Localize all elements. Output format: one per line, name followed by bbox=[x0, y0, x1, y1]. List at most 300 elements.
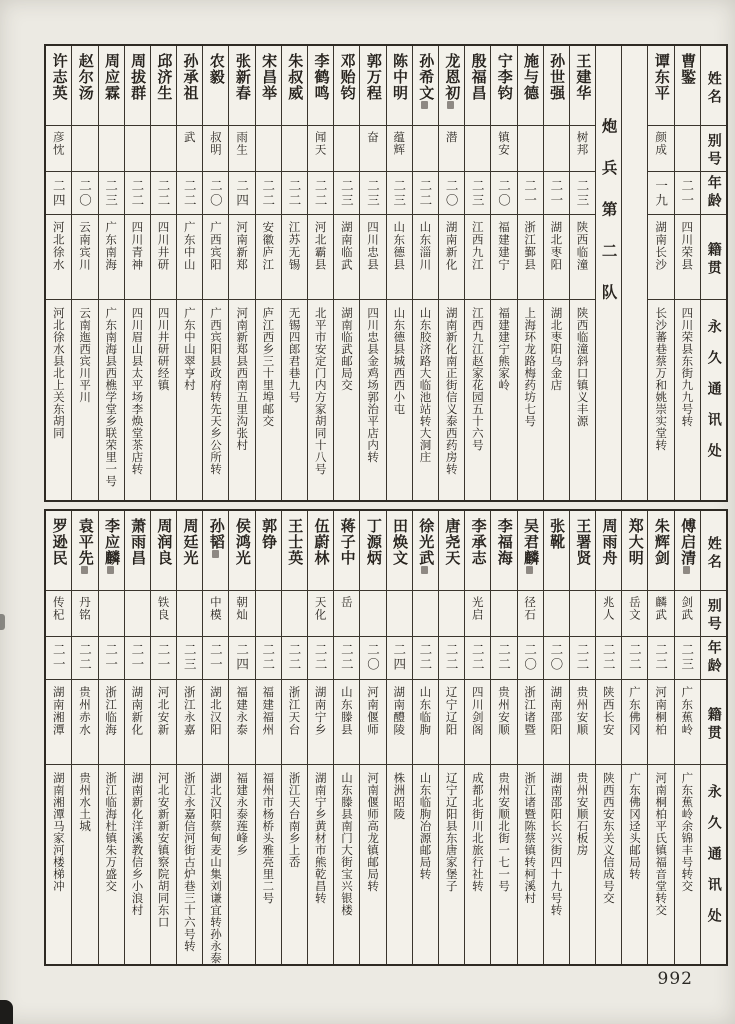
name-cell bbox=[99, 46, 124, 125]
roster-table-top bbox=[44, 44, 728, 502]
alias-cell bbox=[596, 590, 621, 636]
entry-column bbox=[71, 511, 97, 965]
address-cell bbox=[360, 764, 385, 965]
entry-origin: 河南偃师 bbox=[366, 685, 380, 736]
name-cell bbox=[151, 511, 176, 590]
entry-alias: 剑武 bbox=[680, 595, 695, 621]
entry-origin: 福建建宁 bbox=[496, 221, 511, 271]
entry-column bbox=[647, 46, 673, 500]
entry-alias: 奋 bbox=[366, 131, 380, 144]
age-cell bbox=[308, 171, 333, 214]
entry-age: 二一 bbox=[129, 643, 145, 672]
header-name: 姓名 bbox=[705, 535, 722, 572]
entry-age: 二二 bbox=[182, 178, 198, 208]
origin-cell bbox=[648, 214, 673, 299]
origin-cell bbox=[203, 679, 228, 764]
entry-alias: 麟武 bbox=[654, 595, 669, 621]
entry-address: 河北安新新安镇察院胡同东口 bbox=[156, 771, 171, 928]
entry-column bbox=[333, 511, 359, 965]
alias-cell bbox=[282, 590, 307, 636]
address-cell bbox=[413, 299, 438, 500]
entry-column bbox=[228, 511, 254, 965]
origin-cell bbox=[151, 679, 176, 764]
alias-cell bbox=[177, 590, 202, 636]
origin-cell bbox=[518, 679, 543, 764]
entry-address: 山东德县城西西小屯 bbox=[392, 307, 407, 415]
entry-age: 二二 bbox=[260, 643, 276, 672]
age-cell bbox=[518, 636, 543, 679]
address-cell bbox=[622, 764, 647, 965]
age-cell bbox=[99, 636, 124, 679]
entry-name: 周廷光 bbox=[181, 517, 200, 566]
entry-age: 二三 bbox=[679, 643, 695, 672]
address-cell bbox=[596, 764, 621, 965]
entry-name: 宋昌举 bbox=[260, 53, 279, 101]
entry-address: 湖北汉阳蔡甸麦山集刘谦宜转孙永泰 bbox=[209, 771, 224, 964]
entry-origin: 山东德县 bbox=[392, 221, 407, 271]
entry-name: 王士英 bbox=[286, 517, 305, 566]
name-cell bbox=[413, 511, 438, 590]
header-age-cell bbox=[701, 636, 726, 679]
entry-address: 广东佛冈迳头邮局转 bbox=[628, 771, 643, 880]
age-cell bbox=[648, 636, 673, 679]
entry-name: 郑大明 bbox=[626, 517, 645, 566]
origin-cell bbox=[99, 679, 124, 764]
name-cell bbox=[151, 46, 176, 125]
name-cell bbox=[596, 511, 621, 590]
section-label: 炮兵第二队 bbox=[599, 118, 618, 326]
entry-column bbox=[281, 511, 307, 965]
entry-age: 二二 bbox=[601, 643, 617, 672]
name-cell bbox=[622, 511, 647, 590]
alias-cell bbox=[544, 125, 569, 171]
address-cell bbox=[465, 764, 490, 965]
entry-name: 蒋子中 bbox=[338, 517, 357, 566]
entry-address: 福建建宁熊家岭 bbox=[497, 307, 512, 391]
entry-age: 二〇 bbox=[548, 643, 564, 672]
entry-age: 二一 bbox=[208, 643, 224, 672]
name-cell bbox=[648, 511, 673, 590]
entry-alias: 丹铭 bbox=[77, 595, 92, 621]
alias-cell bbox=[413, 590, 438, 636]
alias-cell bbox=[387, 590, 412, 636]
age-cell bbox=[256, 636, 281, 679]
spacer-column bbox=[621, 46, 647, 500]
origin-cell bbox=[125, 679, 150, 764]
entry-column bbox=[98, 46, 124, 500]
age-cell bbox=[413, 636, 438, 679]
entry-origin: 陕西临潼 bbox=[575, 221, 590, 271]
entry-name: 孙承祖 bbox=[181, 53, 200, 101]
age-cell bbox=[229, 636, 254, 679]
age-cell bbox=[387, 636, 412, 679]
entry-address: 广东蕉岭余锦丰号转交 bbox=[680, 771, 695, 892]
age-cell bbox=[648, 171, 673, 214]
entry-address: 广东南海县西樵学堂乡联荣里一号 bbox=[104, 307, 119, 487]
entry-name: 李福海 bbox=[495, 517, 514, 566]
name-cell bbox=[518, 511, 543, 590]
alias-cell bbox=[334, 125, 359, 171]
entry-column bbox=[517, 511, 543, 965]
name-cell bbox=[387, 511, 412, 590]
entry-column bbox=[386, 46, 412, 500]
note-mark bbox=[526, 566, 533, 574]
entry-age: 二三 bbox=[575, 178, 591, 208]
name-cell bbox=[334, 511, 359, 590]
entry-column bbox=[333, 46, 359, 500]
age-cell bbox=[675, 171, 700, 214]
entry-name: 李承志 bbox=[469, 517, 488, 566]
age-cell bbox=[622, 636, 647, 679]
entry-age: 二二 bbox=[286, 178, 302, 208]
entry-name: 朱辉剑 bbox=[652, 517, 671, 566]
entry-name: 谭东平 bbox=[652, 53, 671, 101]
entry-age: 二二 bbox=[129, 178, 145, 208]
origin-cell bbox=[203, 214, 228, 299]
entry-origin: 福建福州 bbox=[261, 685, 276, 736]
origin-cell bbox=[387, 214, 412, 299]
entry-origin: 广东南海 bbox=[104, 221, 119, 271]
alias-cell bbox=[465, 590, 490, 636]
entry-origin: 湖北枣阳 bbox=[549, 221, 564, 271]
entry-alias: 径石 bbox=[523, 595, 538, 621]
name-cell bbox=[308, 511, 333, 590]
entry-age: 二一 bbox=[51, 643, 67, 672]
address-cell bbox=[570, 299, 595, 500]
header-address: 永久通讯处 bbox=[705, 783, 722, 939]
name-cell bbox=[125, 46, 150, 125]
origin-cell bbox=[413, 679, 438, 764]
address-cell bbox=[465, 299, 490, 500]
header-age: 年龄 bbox=[705, 639, 722, 676]
entry-address: 庐江西乡三十里埠邮交 bbox=[261, 307, 276, 427]
header-address: 永久通讯处 bbox=[705, 319, 722, 474]
entry-origin: 四川剑阁 bbox=[470, 685, 485, 736]
note-mark bbox=[683, 566, 690, 574]
address-cell bbox=[99, 299, 124, 500]
entry-origin: 四川井研 bbox=[156, 221, 171, 271]
entry-name: 周雨舟 bbox=[600, 517, 619, 566]
entry-alias: 兆人 bbox=[601, 595, 616, 621]
entry-address: 辽宁辽阳县东唐家堡子 bbox=[444, 771, 459, 892]
name-cell bbox=[675, 511, 700, 590]
alias-cell bbox=[125, 590, 150, 636]
entry-column bbox=[176, 511, 202, 965]
origin-cell bbox=[256, 214, 281, 299]
alias-cell bbox=[360, 590, 385, 636]
age-cell bbox=[360, 171, 385, 214]
entry-origin: 河南桐柏 bbox=[654, 685, 669, 736]
origin-cell bbox=[360, 214, 385, 299]
entry-name: 吴君麟 bbox=[522, 518, 538, 574]
alias-cell bbox=[282, 125, 307, 171]
entry-name: 孙世强 bbox=[548, 53, 567, 101]
entry-column bbox=[647, 511, 673, 965]
note-mark bbox=[81, 566, 88, 574]
name-cell bbox=[413, 46, 438, 125]
entry-age: 二〇 bbox=[444, 178, 460, 208]
address-cell bbox=[151, 764, 176, 965]
alias-cell bbox=[203, 590, 228, 636]
entry-origin: 山东滕县 bbox=[339, 685, 354, 736]
header-name-cell bbox=[701, 46, 726, 125]
entry-origin: 湖南临武 bbox=[339, 221, 354, 271]
address-cell bbox=[413, 764, 438, 965]
age-cell bbox=[177, 171, 202, 214]
name-cell bbox=[570, 511, 595, 590]
page-number: 992 bbox=[657, 969, 693, 989]
origin-cell bbox=[256, 679, 281, 764]
origin-cell bbox=[518, 214, 543, 299]
entry-origin: 四川忠县 bbox=[366, 221, 380, 271]
age-cell bbox=[72, 171, 97, 214]
entry-column bbox=[359, 511, 385, 965]
entry-alias: 朝灿 bbox=[235, 595, 250, 621]
age-cell bbox=[308, 636, 333, 679]
alias-cell bbox=[256, 590, 281, 636]
entry-age: 二二 bbox=[417, 178, 433, 208]
entry-age: 二二 bbox=[77, 643, 93, 672]
entry-name: 邱济生 bbox=[155, 53, 174, 101]
entry-address: 江西九江赵家花园五十六号 bbox=[470, 307, 485, 451]
entry-origin: 河南新郑 bbox=[235, 221, 250, 271]
origin-cell bbox=[387, 679, 412, 764]
entry-address: 陕西西安东关义信成号交 bbox=[601, 771, 616, 904]
header-alias-cell bbox=[701, 590, 726, 636]
alias-cell bbox=[413, 125, 438, 171]
entry-name: 萧雨昌 bbox=[129, 517, 148, 566]
age-cell bbox=[334, 636, 359, 679]
entry-age: 二三 bbox=[182, 643, 198, 672]
address-cell bbox=[177, 299, 202, 500]
section-column bbox=[595, 46, 621, 500]
address-cell bbox=[125, 764, 150, 965]
origin-cell bbox=[308, 214, 333, 299]
entry-age: 二〇 bbox=[208, 178, 224, 208]
origin-cell bbox=[570, 214, 595, 299]
entry-name: 周应霖 bbox=[102, 53, 121, 101]
entry-address: 上海环龙路梅药坊七号 bbox=[523, 307, 538, 427]
address-cell bbox=[544, 299, 569, 500]
entry-origin: 贵州赤水 bbox=[77, 685, 92, 736]
entry-address: 四川荣县东街九九号转 bbox=[680, 307, 695, 427]
roster-table-bottom bbox=[44, 509, 728, 967]
entry-column bbox=[517, 46, 543, 500]
entry-column bbox=[46, 46, 71, 500]
origin-cell bbox=[125, 214, 150, 299]
origin-cell bbox=[46, 214, 71, 299]
origin-cell bbox=[151, 214, 176, 299]
entry-address: 四川井研研经镇 bbox=[156, 307, 171, 391]
name-cell bbox=[491, 46, 516, 125]
entry-column bbox=[307, 46, 333, 500]
entry-origin: 湖北汉阳 bbox=[208, 685, 223, 736]
origin-cell bbox=[99, 214, 124, 299]
origin-cell bbox=[675, 679, 700, 764]
entry-column bbox=[307, 511, 333, 965]
entry-name: 侯鸿光 bbox=[233, 517, 252, 566]
entry-column bbox=[438, 46, 464, 500]
entry-origin: 浙江诸暨 bbox=[523, 685, 538, 736]
name-cell bbox=[544, 511, 569, 590]
age-cell bbox=[413, 171, 438, 214]
age-cell bbox=[491, 171, 516, 214]
entry-age: 二四 bbox=[234, 178, 250, 208]
entry-column bbox=[71, 46, 97, 500]
entry-alias: 岳文 bbox=[627, 595, 642, 621]
entry-address: 株洲昭陵 bbox=[392, 771, 407, 820]
entry-age: 一九 bbox=[653, 178, 669, 208]
alias-cell bbox=[491, 590, 516, 636]
name-cell bbox=[439, 46, 464, 125]
entry-address: 浙江诸暨陈蔡镇转柯溪村 bbox=[523, 771, 538, 904]
entry-alias: 颜成 bbox=[654, 131, 669, 156]
address-cell bbox=[491, 764, 516, 965]
entry-column bbox=[543, 46, 569, 500]
entry-alias: 铁良 bbox=[156, 595, 171, 621]
age-cell bbox=[203, 636, 228, 679]
name-cell bbox=[439, 511, 464, 590]
entry-column bbox=[569, 511, 595, 965]
alias-cell bbox=[256, 125, 281, 171]
alias-cell bbox=[151, 590, 176, 636]
age-cell bbox=[334, 171, 359, 214]
entry-name: 王署贤 bbox=[574, 517, 593, 566]
header-origin-cell bbox=[701, 214, 726, 299]
address-cell bbox=[544, 764, 569, 965]
alias-cell bbox=[544, 590, 569, 636]
name-cell bbox=[544, 46, 569, 125]
entry-age: 二四 bbox=[391, 643, 407, 672]
entry-address: 贵州水土城 bbox=[78, 771, 93, 832]
entry-alias: 光启 bbox=[470, 595, 485, 621]
entry-address: 无锡四郎君巷九号 bbox=[287, 307, 302, 403]
address-cell bbox=[439, 299, 464, 500]
note-mark bbox=[107, 566, 114, 574]
entry-origin: 湖南邵阳 bbox=[549, 685, 564, 736]
entry-column bbox=[359, 46, 385, 500]
entry-address: 贵州安顺北街一七一号 bbox=[497, 771, 512, 892]
entry-alias: 镇安 bbox=[496, 131, 511, 156]
origin-cell bbox=[308, 679, 333, 764]
entry-address: 北平市安定门内方家胡同十八号 bbox=[313, 307, 328, 475]
alias-cell bbox=[518, 125, 543, 171]
entry-column bbox=[281, 46, 307, 500]
entry-name: 田焕文 bbox=[391, 517, 410, 566]
entry-address: 福建永泰莲峰乡 bbox=[235, 771, 250, 856]
alias-cell bbox=[308, 590, 333, 636]
header-address-cell bbox=[701, 299, 726, 500]
entry-address: 山东滕县南门大街宝兴银楼 bbox=[339, 771, 354, 916]
entry-origin: 河北霸县 bbox=[313, 221, 328, 271]
age-cell bbox=[177, 636, 202, 679]
address-cell bbox=[46, 764, 71, 965]
entry-address: 河南偃师高龙镇邮局转 bbox=[366, 771, 381, 892]
entry-age: 二四 bbox=[234, 643, 250, 672]
alias-cell bbox=[308, 125, 333, 171]
entry-origin: 江苏无锡 bbox=[287, 221, 302, 271]
entry-column bbox=[150, 511, 176, 965]
entry-age: 二三 bbox=[470, 178, 486, 208]
entry-name: 袁平先 bbox=[77, 518, 93, 574]
entry-address: 云南迤西宾川平川 bbox=[78, 307, 93, 403]
age-cell bbox=[360, 636, 385, 679]
entry-age: 二〇 bbox=[522, 643, 538, 672]
alias-cell bbox=[46, 125, 71, 171]
entry-alias: 闻天 bbox=[313, 131, 328, 156]
alias-cell bbox=[151, 125, 176, 171]
name-cell bbox=[491, 511, 516, 590]
entry-column bbox=[412, 46, 438, 500]
address-cell bbox=[648, 299, 673, 500]
entry-alias: 蕴辉 bbox=[392, 131, 407, 156]
address-cell bbox=[570, 764, 595, 965]
entry-alias: 彦忱 bbox=[51, 131, 66, 156]
address-cell bbox=[229, 299, 254, 500]
entry-origin: 安徽庐江 bbox=[261, 221, 276, 271]
origin-cell bbox=[177, 214, 202, 299]
entry-address: 贵州安顺石板房 bbox=[575, 771, 590, 856]
entry-name: 李应麟 bbox=[103, 518, 119, 574]
age-cell bbox=[229, 171, 254, 214]
alias-cell bbox=[72, 590, 97, 636]
name-cell bbox=[648, 46, 673, 125]
age-cell bbox=[72, 636, 97, 679]
entry-alias: 叔明 bbox=[208, 131, 223, 156]
entry-column bbox=[46, 511, 71, 965]
address-cell bbox=[72, 299, 97, 500]
name-cell bbox=[177, 46, 202, 125]
entry-age: 二二 bbox=[313, 643, 329, 672]
entry-name: 郭铮 bbox=[260, 517, 279, 550]
age-cell bbox=[46, 636, 71, 679]
address-cell bbox=[46, 299, 71, 500]
entry-alias: 中模 bbox=[208, 595, 223, 621]
origin-cell bbox=[282, 679, 307, 764]
name-cell bbox=[177, 511, 202, 590]
entry-address: 福州市杨桥头雅亮里二号 bbox=[261, 771, 276, 904]
address-cell bbox=[229, 764, 254, 965]
entry-origin: 湖南新化 bbox=[444, 221, 459, 271]
address-cell bbox=[675, 299, 700, 500]
name-cell bbox=[46, 511, 71, 590]
entry-column bbox=[464, 46, 490, 500]
alias-cell bbox=[675, 125, 700, 171]
origin-cell bbox=[46, 679, 71, 764]
address-cell bbox=[334, 764, 359, 965]
entry-column bbox=[228, 46, 254, 500]
entry-age: 二〇 bbox=[77, 178, 93, 208]
age-cell bbox=[151, 636, 176, 679]
header-address-cell bbox=[701, 764, 726, 965]
name-cell bbox=[518, 46, 543, 125]
header-origin: 籍贯 bbox=[705, 706, 722, 743]
entry-name: 龙恩初 bbox=[444, 53, 460, 109]
address-cell bbox=[308, 299, 333, 500]
entry-column bbox=[543, 511, 569, 965]
name-cell bbox=[360, 511, 385, 590]
address-cell bbox=[648, 764, 673, 965]
origin-cell bbox=[675, 214, 700, 299]
entry-column bbox=[490, 511, 516, 965]
age-cell bbox=[491, 636, 516, 679]
origin-cell bbox=[229, 679, 254, 764]
alias-cell bbox=[334, 590, 359, 636]
entry-address: 广东中山翠亨村 bbox=[182, 307, 197, 391]
entry-age: 二三 bbox=[103, 178, 119, 208]
address-cell bbox=[203, 299, 228, 500]
address-cell bbox=[334, 299, 359, 500]
